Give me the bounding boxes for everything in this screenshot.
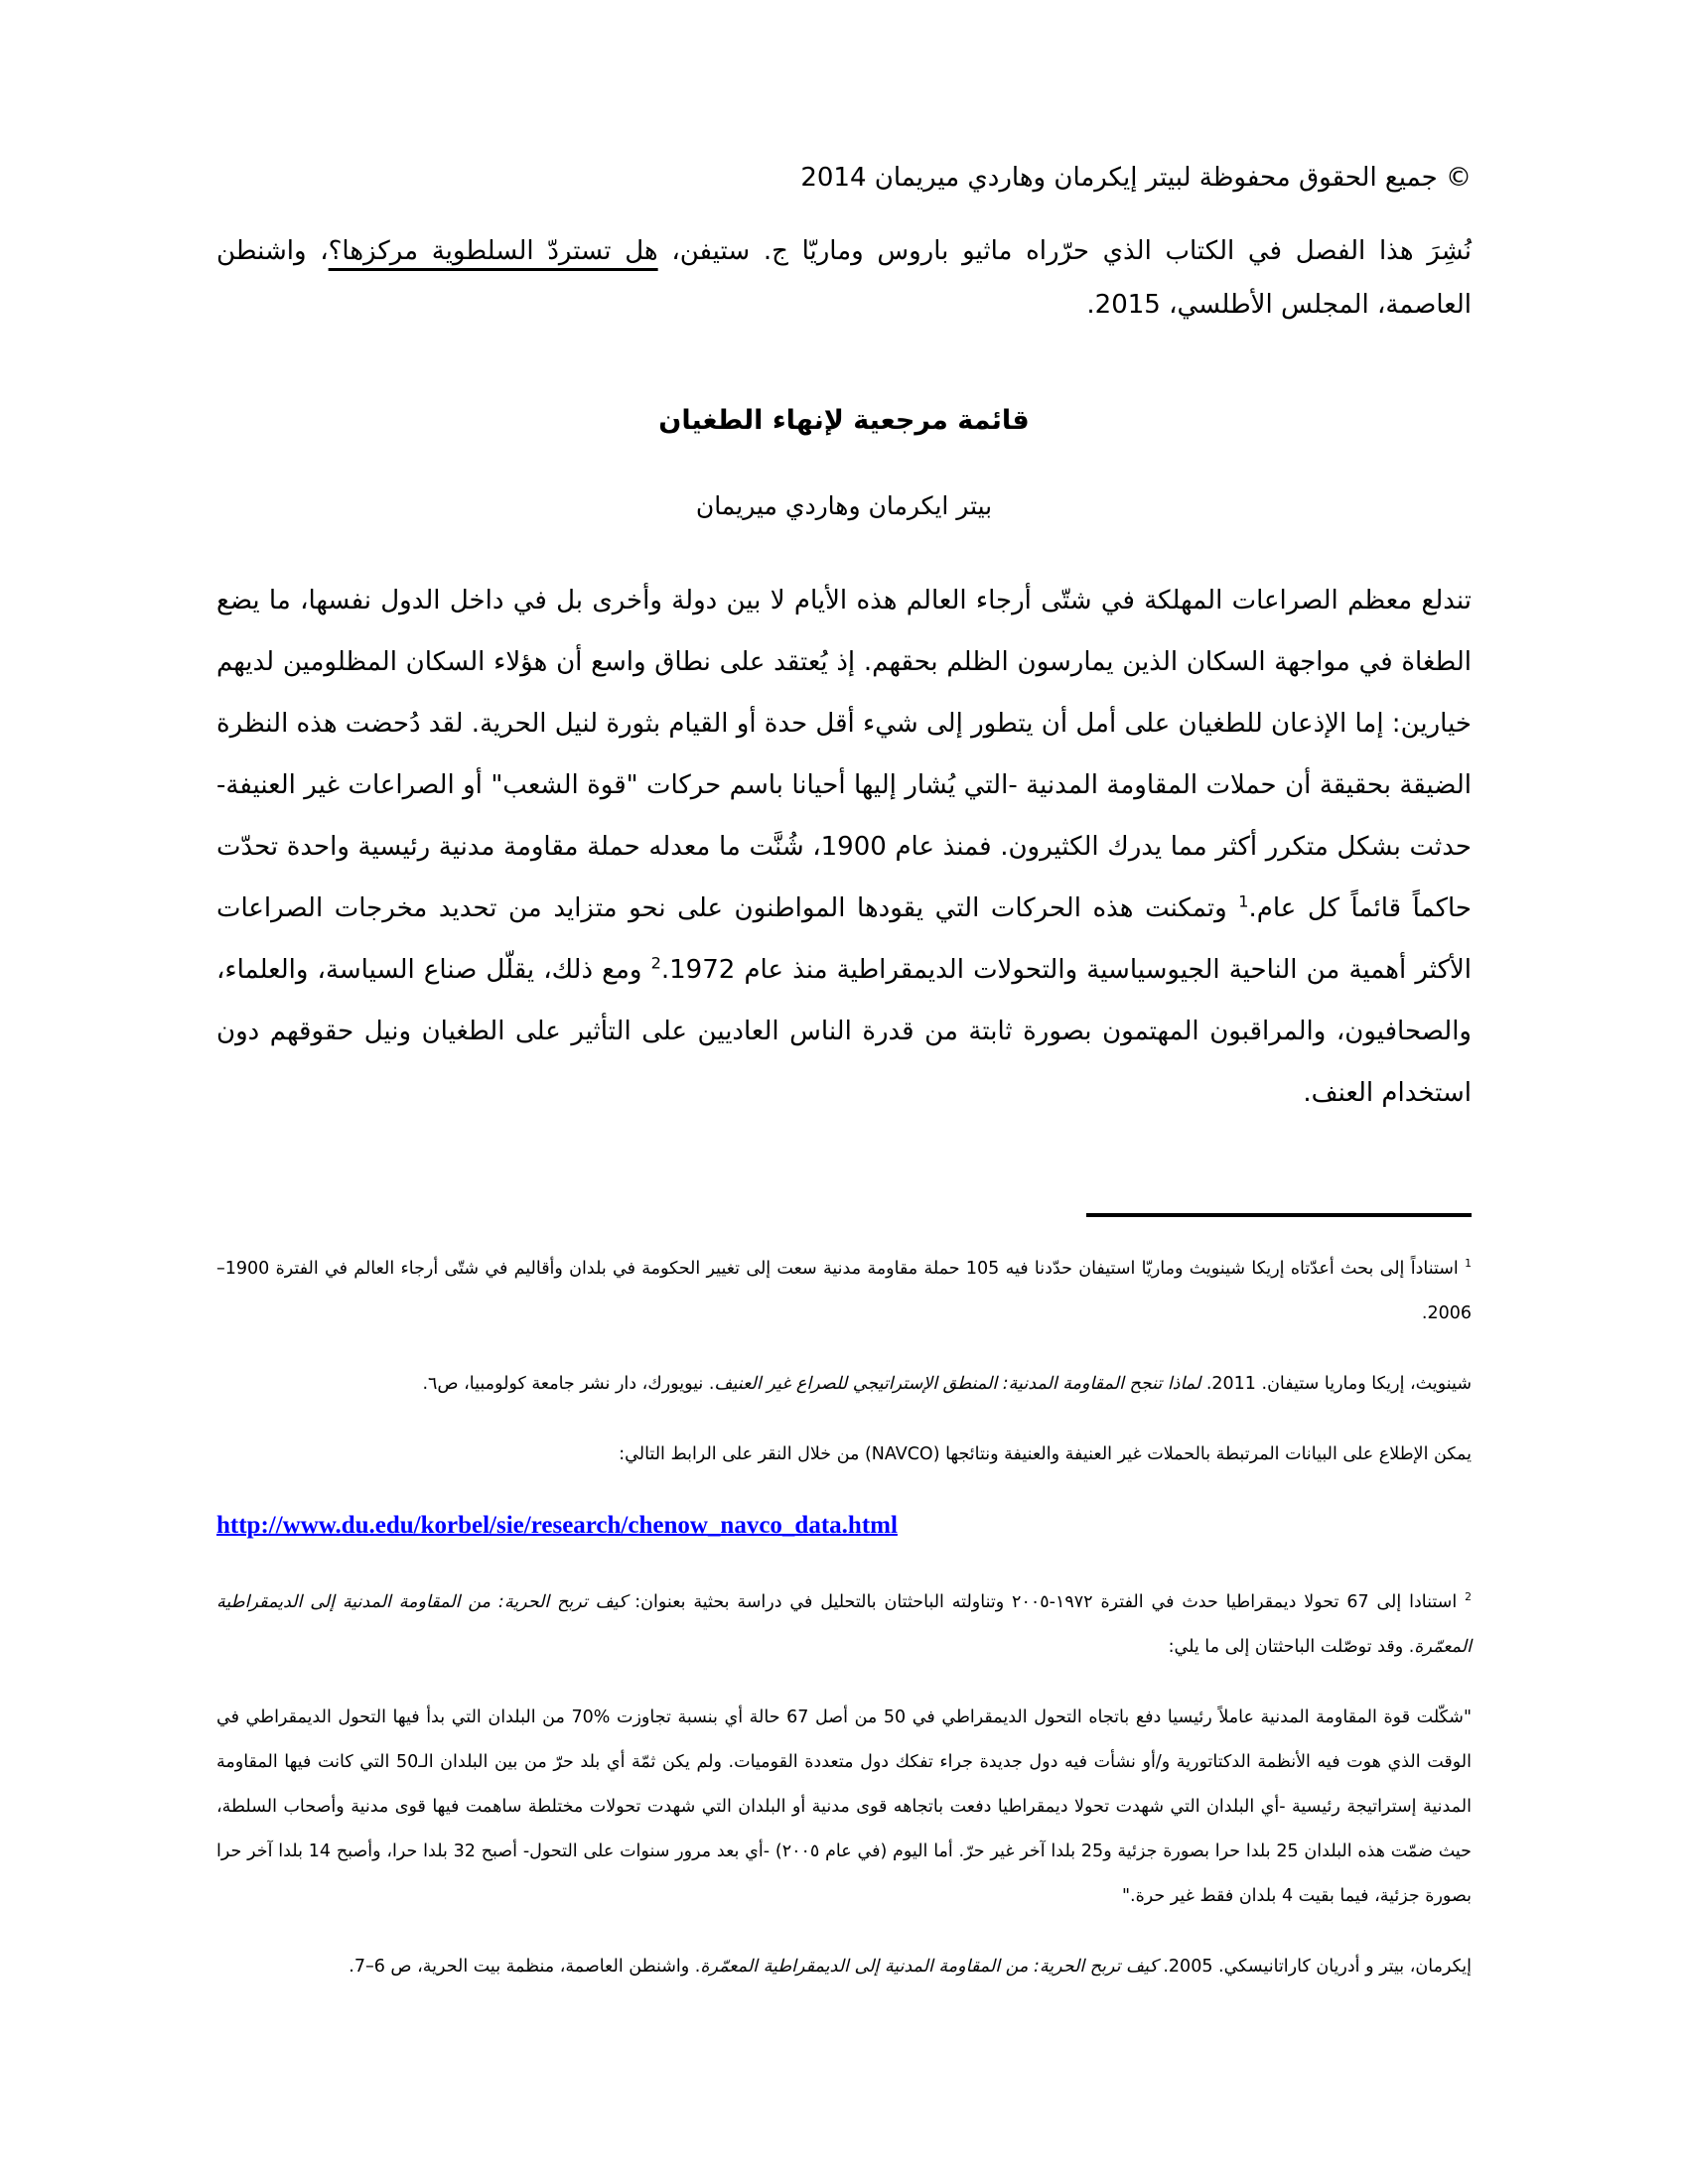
footnote-1-text: استناداً إلى بحث أعدّتاه إريكا شينويث وماريّا استيفان حدّدنا فيه 105 حملة مقاومة مدنية سعت إلى تغيير الحكومة في بلدان وأقاليم في شتّى أرجاء العالم في الفترة 1900–2006. <box>216 1259 1472 1323</box>
footnote-1-marker: 1 <box>1465 1257 1472 1271</box>
footnote-1 <box>216 1247 1472 1336</box>
publication-note <box>216 224 1472 332</box>
footnote-2-text: استنادا إلى 67 تحولا ديمقراطيا حدث في الفترة ١٩٧٢-٢٠٠٥ وتناولته الباحثتان بالتحليل في دراسة بحثية بعنوان: <box>627 1592 1466 1612</box>
footnote-2-tail: . وقد توصّلت الباحثتان إلى ما يلي: <box>1168 1637 1415 1657</box>
intro-text-3: ومع ذلك، يقلّل صناع السياسة، والعلماء، والصحافيون، والمراقبون المهتمون بصورة ثابتة من قدرة الناس العاديين على التأثير على الطغيان ونيل حقوقهم دون استخدام العنف. <box>216 955 1472 1108</box>
publication-note-tail: ، واشنطن العاصمة، المجلس الأطلسي، 2015. <box>216 236 1472 320</box>
navco-link-line <box>216 1503 1472 1551</box>
footnote-2-study-title: كيف تربح الحرية: من المقاومة المدنية إلى الديمقراطية المعمّرة <box>216 1592 1472 1657</box>
reference-2011-tail: . نيويورك، دار نشر جامعة كولومبيا، ص٦. <box>422 1374 715 1394</box>
byline: بيتر ايكرمان وهاردي ميريمان <box>695 491 993 520</box>
footnote-separator-rule <box>1086 1213 1472 1217</box>
reference-2011-title: لماذا تنجح المقاومة المدنية: المنطق الإستراتيجي للصراع غير العنيف <box>714 1374 1201 1394</box>
reference-2005-title: كيف تربح الحرية: من المقاومة المدنية إلى الديمقراطية المعمّرة <box>700 1957 1158 1977</box>
reference-2011-authors: شينويث، إريكا وماريا ستيفان. 2011. <box>1200 1374 1472 1394</box>
publication-note-text: نُشِرَ هذا الفصل في الكتاب الذي حرّراه ماثيو باروس وماريّا ج. ستيفن، <box>657 236 1472 266</box>
page-title: قائمة مرجعية لإنهاء الطغيان <box>658 405 1030 436</box>
reference-2005 <box>216 1945 1472 1989</box>
reference-2011 <box>216 1362 1472 1407</box>
footnote-area <box>216 1213 1472 1989</box>
footnote-2-marker: 2 <box>1465 1590 1472 1604</box>
footnote-ref-2: 2 <box>650 953 661 973</box>
reference-2005-authors: إيكرمان، بيتر و أدريان كاراتانيسكي. 2005. <box>1157 1957 1472 1977</box>
footnote-ref-1: 1 <box>1238 891 1249 911</box>
copyright-line: © جميع الحقوق محفوظة لبيتر إيكرمان وهاردي ميريمان 2014 <box>800 163 1472 193</box>
navco-data-note: يمكن الإطلاع على البيانات المرتبطة بالحملات غير العنيفة والعنيفة ونتائجها (NAVCO) من خلال النقر على الرابط التالي: <box>619 1444 1472 1464</box>
intro-paragraph <box>216 570 1472 1124</box>
findings-block-quote: "شكّلت قوة المقاومة المدنية عاملاً رئيسيا دفع باتجاه التحول الديمقراطي في 50 من أصل 67 حالة أي بنسبة تجاوزت %70 من البلدان التي بدأ فيها التحول الديمقراطي في الوقت الذي هوت فيه الأنظمة الدكتاتورية و/أو نشأت فيه دول جديدة جراء تفكك دول متعددة القوميات. ولم يكن ثمّة أي بلد حرّ من بين البلدان الـ50 التي كانت فيها المقاومة المدنية إستراتيجة رئيسية -أي البلدان التي شهدت تحولا ديمقراطيا دفعت باتجاهه قوى مدنية أو البلدان التي شهدت تحولات مختلطة ساهمت فيها قوى مدنية وأصحاب السلطة، حيث ضمّت هذه البلدان 25 بلدا حرا بصورة جزئية و25 بلدا آخر غير حرّ. أما اليوم (في عام ٢٠٠٥) -أي بعد مرور سنوات على التحول- أصبح 32 بلدا حرا، وأصبح 14 بلدا آخر حرا بصورة جزئية، فيما بقيت 4 بلدان فقط غير حرة." <box>216 1707 1473 1906</box>
reference-2005-tail: . واشنطن العاصمة، منظمة بيت الحرية، ص 6–7. <box>349 1957 701 1977</box>
footnote-2 <box>216 1580 1472 1670</box>
intro-text-2: وتمكنت هذه الحركات التي يقودها المواطنون على نحو متزايد من تحديد مخرجات الصراعات الأكثر أهمية من الناحية الجيوسياسية والتحولات الديمقراطية منذ عام 1972.‏ <box>216 893 1472 985</box>
book-title-underlined: هل تستردّ السلطوية مركزها؟ <box>328 236 658 266</box>
intro-text-1: تندلع معظم الصراعات المهلكة في شتّى أرجاء العالم هذه الأيام لا بين دولة وأخرى بل في داخل الدول نفسها، ما يضع الطغاة في مواجهة السكان الذين يمارسون الظلم بحقهم. إذ يُعتقد على نطاق واسع أن هؤلاء السكان المظلومين لديهم خيارين: إما الإذعان للطغيان على أمل أن يتطور إلى شيء أقل حدة أو القيام بثورة لنيل الحرية. لقد دُحضت هذه النظرة الضيقة بحقيقة أن حملات المقاومة المدنية -التي يُشار إليها أحيانا باسم حركات "قوة الشعب" أو الصراعات غير العنيفة- حدثت بشكل متكرر أكثر مما يدرك الكثيرون. فمنذ عام 1900، شُنَّت ما معدله حملة مقاومة مدنية رئيسية واحدة تحدّت حاكماً قائماً كل عام. <box>216 586 1472 923</box>
navco-data-link[interactable]: http://www.du.edu/korbel/sie/research/chenow_navco_data.html <box>216 1512 898 1539</box>
